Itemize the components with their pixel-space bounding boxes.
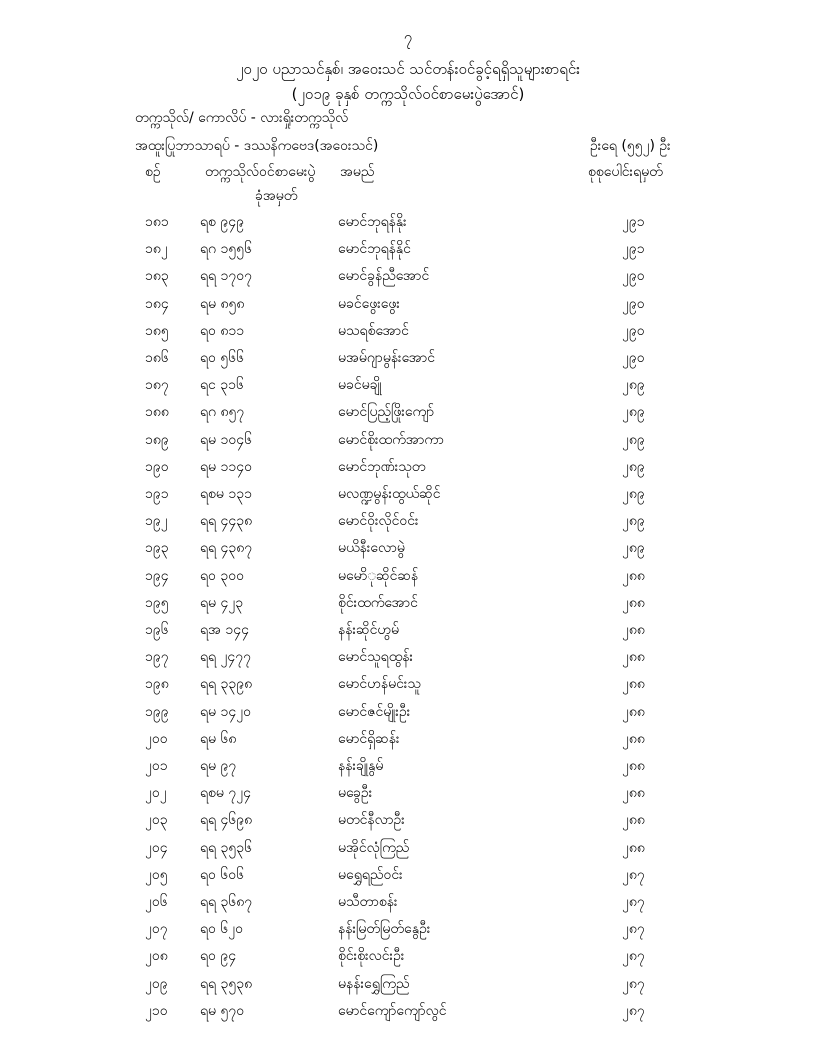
table-row [0,344,816,372]
serial-cell: ၂၀၁ [145,758,168,774]
name-cell: နန်းချိုနွမ် [338,758,384,774]
name-cell: မခွေဦး [338,785,373,802]
serial-cell: ၁၈၈ [145,404,169,421]
rollno-cell: ရဝ ၆၀၆ [200,866,244,883]
document-subtitle: (၂၀၁၉ ခုနှစ် တက္ကသိုလ်ဝင်စာမေးပွဲအောင်) [291,85,525,103]
serial-cell: ၁၈၅ [145,322,169,339]
name-cell: မောင်ဘုရန်နိုင် [338,241,411,258]
table-row [0,426,816,454]
score-cell: ၂၈၇ [622,1002,645,1019]
rollno-cell: ရဂ ၁၅၅၆ [200,241,252,258]
table-row [0,670,816,698]
name-cell: မသရစ်အောင် [338,322,409,339]
table-row [0,589,816,617]
serial-cell: ၁၈၇ [145,377,169,394]
rollno-cell: ရရ ၃၆၈၇ [200,894,253,910]
serial-cell: ၂၀၈ [145,948,168,965]
serial-cell: ၁၉၃ [145,540,169,557]
serial-cell: ၁၉၂ [145,513,168,530]
rollno-cell: ရမ ၁၀၄၆ [200,431,252,448]
score-cell: ၂၉၀ [622,295,645,312]
rollno-cell: ရမ ၉၇ [200,758,237,774]
name-cell: မနန်းရွှေကြည် [338,975,410,992]
table-row [0,317,816,345]
name-cell: မောင်ရှိဆန်း [338,730,400,747]
score-cell: ၂၉၀ [622,322,645,339]
header-rollno-sub: ခုံအမှတ် [255,188,298,204]
table-row [0,562,816,590]
name-cell: မခင်ဖွေးဖွေး [338,295,400,312]
score-cell: ၂၈၇ [622,921,645,938]
table-row [0,643,816,671]
header-rollno: တက္ကသိုလ်ဝင်စာမေးပွဲ [205,164,316,180]
rollno-cell: ရရ ၃၅၃၆ [200,839,253,856]
serial-cell: ၁၈၁ [145,214,169,230]
name-cell: မတင်နီလာဦး [338,812,405,829]
score-cell: ၂၉၁ [622,241,645,258]
name-cell: စိုင်းစိုးလင်းဦး [338,948,405,965]
header-score: စုစုပေါင်းရမှတ် [588,164,663,180]
serial-cell: ၁၉၅ [145,594,169,611]
rollno-cell: ရမ ၁၄၂၀ [200,703,251,720]
serial-cell: ၁၉၄ [145,567,169,584]
score-cell: ၂၈၉ [622,458,645,475]
rollno-cell: ရအ ၁၄၄ [200,622,249,638]
subject-line: အထူးပြုဘာသာရပ် - ဒဿနိကဗေဒ(အဝေးသင်) [135,138,379,154]
rollno-cell: ရရ ၄၄၃၈ [200,513,253,530]
score-cell: ၂၈၈ [622,622,645,638]
name-cell: မောင်သူရထွန်း [338,649,414,666]
rollno-cell: ရစ ၉၄၉ [200,214,244,230]
table-row [0,371,816,399]
table-row [0,888,816,916]
name-cell: မရွှေရည်ဝင်း [338,866,403,883]
score-cell: ၂၈၈ [622,785,645,802]
rollno-cell: ရစမ ၁၃၁ [200,486,252,502]
name-cell: နန်းမြတ်မြတ်နွေဦး [338,921,431,938]
serial-cell: ၂၀၆ [145,894,168,910]
serial-cell: ၁၉၈ [145,676,169,693]
table-row [0,480,816,508]
name-cell: မောင်ဇင်မျိုးဦး [338,703,411,720]
score-cell: ၂၈၇ [622,894,645,910]
score-cell: ၂၈၈ [622,594,645,611]
score-cell: ၂၈၈ [622,839,645,856]
score-cell: ၂၈၇ [622,866,645,883]
score-cell: ၂၉၀ [622,350,645,366]
rollno-cell: ရမ ၆၈ [200,730,237,747]
serial-cell: ၁၈၉ [145,431,169,448]
serial-cell: ၂၀၄ [145,839,168,856]
score-cell: ၂၈၈ [622,676,645,693]
score-cell: ၂၈၈ [622,703,645,720]
serial-cell: ၂၀၅ [145,866,168,883]
table-row [0,698,816,726]
name-cell: မလဏ္ဍမွန်းထွယ်ဆိုင် [338,486,441,502]
rollno-cell: ရဂ ၈၅၇ [200,404,245,421]
score-cell: ၂၈၉ [622,377,645,394]
score-cell: ၂၈၈ [622,758,645,774]
table-row [0,290,816,318]
table-row [0,534,816,562]
name-cell: နန်းဆိုင်ဟွမ် [338,622,400,638]
table-row [0,398,816,426]
score-cell: ၂၈၈ [622,649,645,666]
serial-cell: ၁၈၃ [145,268,169,285]
serial-cell: ၂၀၇ [145,921,168,938]
score-cell: ၂၈၉ [622,404,645,421]
name-cell: မမောိုဆိုင်ဆန် [338,567,419,584]
serial-cell: ၁၈၂ [145,241,168,258]
name-cell: မောင်ကျော်ကျော်လွင် [338,1002,447,1019]
rollno-cell: ရရ ၂၄၇၇ [200,649,252,666]
score-cell: ၂၈၉ [622,540,645,557]
rollno-cell: ရမ ၁၁၄၀ [200,458,252,475]
rollno-cell: ရင ၃၁၆ [200,377,244,394]
serial-cell: ၁၉၀ [145,458,169,475]
name-cell: မောင်ဘုရန်နိုး [338,214,407,230]
table-row [0,970,816,998]
table-row [0,861,816,889]
score-cell: ၂၈၇ [622,975,645,992]
rollno-cell: ရရ ၄၆၉၈ [200,812,253,829]
rollno-cell: ရမ ၄၂၃ [200,594,244,611]
name-cell: မအမ်ဂျာမွန်းအောင် [338,350,436,366]
table-row [0,725,816,753]
score-cell: ၂၈၉ [622,431,645,448]
name-cell: မသီတာစန်း [338,894,398,910]
table-row [0,942,816,970]
serial-cell: ၁၉၉ [145,703,169,720]
serial-cell: ၂၀၃ [145,812,168,829]
table-row [0,997,816,1025]
score-cell: ၂၈၈ [622,567,645,584]
table-row [0,806,816,834]
serial-cell: ၂၀၂ [145,785,167,802]
table-row [0,235,816,263]
header-serial: စဉ် [145,164,161,180]
name-cell: မောင်ပြည့်ဖြိုးကျော် [338,404,435,421]
rollno-cell: ရဝ ၉၄ [200,948,237,965]
document-title: ၂၀၂၀ ပညာသင်နှစ်၊ အဝေးသင် သင်တန်းဝင်ခွင့်ရရှိသူများစာရင်း [236,60,580,78]
serial-cell: ၁၈၄ [145,295,169,312]
score-cell: ၂၈၈ [622,730,645,747]
name-cell: မောင်ဝိုးလိုင်ဝင်း [338,513,419,530]
serial-cell: ၁၉၆ [145,622,169,638]
table-row [0,915,816,943]
university-line: တက္ကသိုလ်/ ကောလိပ် - လားရှိုးတက္ကသိုလ် [135,110,349,126]
rollno-cell: ရရ ၁၇၀၇ [200,268,253,285]
rollno-cell: ရရ ၃၅၃၈ [200,975,253,992]
table-row [0,779,816,807]
score-cell: ၂၈၈ [622,812,645,829]
rollno-cell: ရစမ ၇၂၄ [200,785,251,802]
table-row [0,453,816,481]
serial-cell: ၂၀၉ [145,975,168,992]
table-row [0,616,816,644]
score-cell: ၂၉၁ [622,214,645,230]
rollno-cell: ရမ ၅၇၀ [200,1002,245,1019]
table-row [0,507,816,535]
rollno-cell: ရရ ၄၃၈၇ [200,540,253,557]
rollno-cell: ရဝ ၅၆၆ [200,350,244,366]
serial-cell: ၂၀၀ [145,730,168,747]
name-cell: မောင်ခွန်ညီအောင် [338,268,430,285]
total-count: ဦးရေ (၅၅၂) ဦး [590,138,671,154]
serial-cell: ၂၁၀ [145,1002,168,1019]
name-cell: မယိနီးလောမွဲ [338,540,405,557]
score-cell: ၂၉၀ [622,268,645,285]
name-cell: မောင်ဘုဏ်းသုတ [338,458,426,475]
table-row [0,752,816,780]
score-cell: ၂၈၉ [622,513,645,530]
rollno-cell: ရရ ၃၃၉၈ [200,676,253,693]
table-row [0,834,816,862]
name-cell: စိုင်းထက်အောင် [338,594,418,611]
score-cell: ၂၈၇ [622,948,645,965]
serial-cell: ၁၉၇ [145,649,169,666]
name-cell: မအိုင်လုံကြည် [338,839,410,856]
rollno-cell: ရမ ၈၅၈ [200,295,245,312]
name-cell: မခင်မချို [338,377,382,394]
score-cell: ၂၈၉ [622,486,645,502]
page-number: ၇ [403,28,413,46]
header-name: အမည် [340,164,375,180]
rollno-cell: ရဝ ၆၂၀ [200,921,243,938]
name-cell: မောင်ဟန်မင်းသူ [338,676,421,693]
name-cell: မောင်စိုးထက်အာကာ [338,431,444,448]
table-row [0,262,816,290]
rollno-cell: ရဝ ၈၁၁ [200,322,245,339]
rollno-cell: ရဝ ၃၀၀ [200,567,244,584]
table-row [0,208,816,236]
serial-cell: ၁၈၆ [145,350,169,366]
serial-cell: ၁၉၁ [145,486,169,502]
